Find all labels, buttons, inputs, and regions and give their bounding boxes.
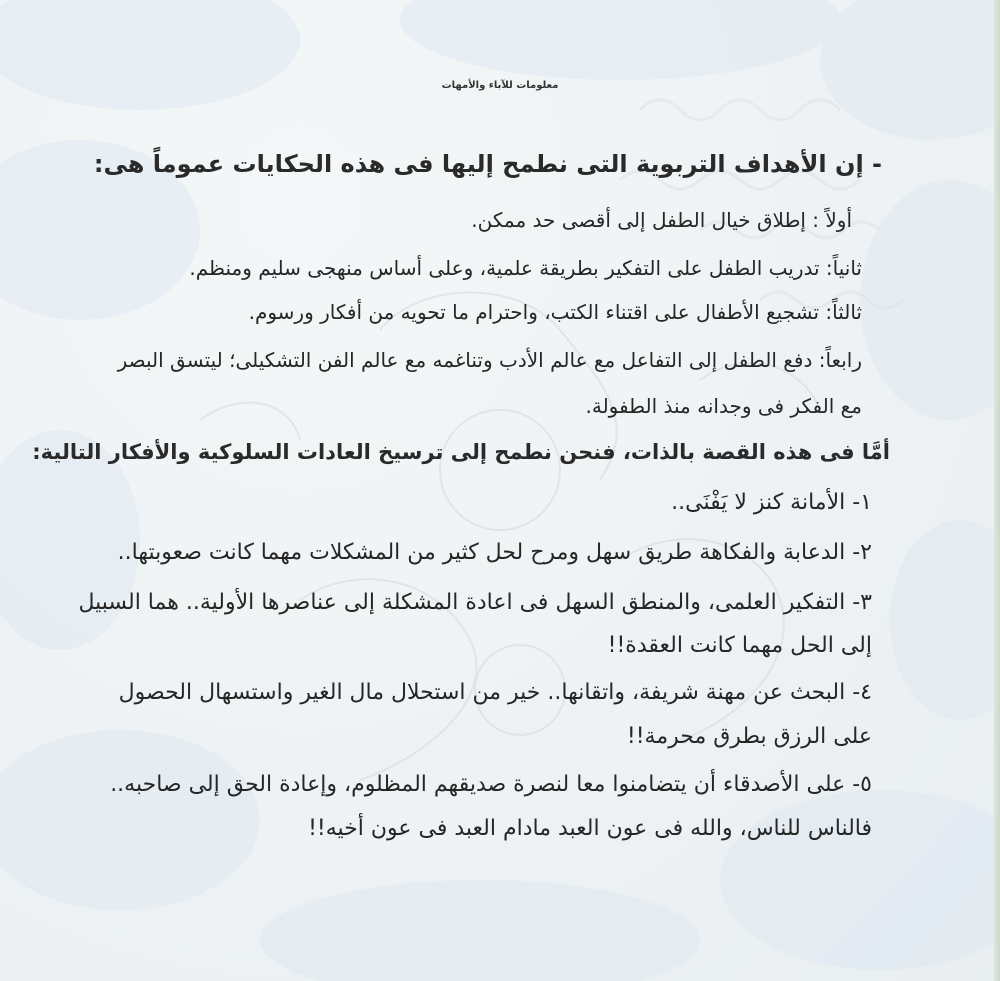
section2-heading: أمَّا فى هذه القصة بالذات، فنحن نطمح إلى ترسيخ العادات السلوكية والأفكار التالية:	[32, 440, 890, 464]
behavior-item-4: ٤- البحث عن مهنة شريفة، واتقانها.. خير من استحلال مال الغير واستسهال الحصول	[118, 680, 872, 705]
behavior-item-5-cont: فالناس للناس، والله فى عون العبد مادام العبد فى عون أخيه!!	[308, 816, 872, 841]
goal-point-1: أولاً : إطلاق خيال الطفل إلى أقصى حد ممكن.	[471, 208, 852, 232]
goal-point-4-cont: مع الفكر فى وجدانه منذ الطفولة.	[585, 394, 862, 418]
page-title: معلومات للآباء والأمهات	[441, 80, 559, 91]
behavior-item-1: ١- الأمانة كنز لا يَفْنَى..	[671, 490, 872, 515]
behavior-item-3-cont: إلى الحل مهما كانت العقدة!!	[607, 633, 872, 658]
behavior-item-4-cont: على الرزق بطرق محرمة!!	[626, 724, 872, 749]
goal-point-3: ثالثاً: تشجيع الأطفال على اقتناء الكتب، واحترام ما تحويه من أفكار ورسوم.	[248, 300, 862, 324]
goal-point-4: رابعاً: دفع الطفل إلى التفاعل مع عالم الأدب وتناغمه مع عالم الفن التشكيلى؛ ليتسق البصر	[117, 348, 862, 372]
section1-heading: - إن الأهداف التربوية التى نطمح إليها فى هذه الحكايات عموماً هى:	[93, 150, 882, 178]
goal-point-2: ثانياً: تدريب الطفل على التفكير بطريقة علمية، وعلى أساس منهجى سليم ومنظم.	[189, 256, 862, 280]
behavior-item-5: ٥- على الأصدقاء أن يتضامنوا معا لنصرة صديقهم المظلوم، وإعادة الحق إلى صاحبه..	[110, 772, 872, 797]
behavior-item-3: ٣- التفكير العلمى، والمنطق السهل فى اعادة المشكلة إلى عناصرها الأولية.. هما السبيل	[78, 590, 872, 615]
behavior-item-2: ٢- الدعابة والفكاهة طريق سهل ومرح لحل كثير من المشكلات مهما كانت صعوبتها..	[117, 540, 872, 565]
